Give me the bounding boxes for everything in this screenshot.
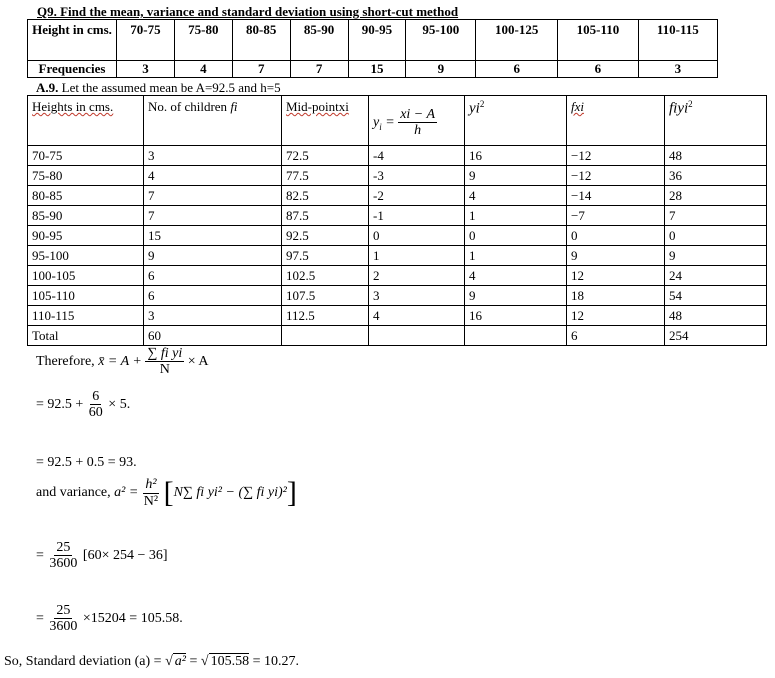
table-cell: 254 (665, 326, 767, 346)
height-cell: 105-110 (558, 20, 639, 61)
table-cell: 28 (665, 186, 767, 206)
mean-label: Therefore, (36, 354, 95, 370)
question-title: Q9. Find the mean, variance and standard deviation using short-cut method (37, 4, 459, 19)
table-cell: 15 (144, 226, 282, 246)
table-cell: 3 (369, 286, 465, 306)
frequency-cell: 6 (476, 61, 558, 78)
height-cell: 100-125 (476, 20, 558, 61)
table-cell: 112.5 (282, 306, 369, 326)
table-cell: 75-80 (28, 166, 144, 186)
table-cell: 60 (144, 326, 282, 346)
frequency-cell: 3 (638, 61, 717, 78)
table-cell: 1 (465, 206, 567, 226)
frequency-cell: 3 (117, 61, 175, 78)
table-cell: 1 (369, 246, 465, 266)
table-cell: 0 (567, 226, 665, 246)
table-cell: 77.5 (282, 166, 369, 186)
table-cell: 48 (665, 146, 767, 166)
table-cell: 3 (144, 306, 282, 326)
height-cell: 110-115 (638, 20, 717, 61)
table-cell: 100-105 (28, 266, 144, 286)
table-cell: 48 (665, 306, 767, 326)
table-cell: 70-75 (28, 146, 144, 166)
table-cell: -4 (369, 146, 465, 166)
table-row (28, 286, 767, 306)
mean-formula: Therefore, x̄ = A + $\frac{\text{∑ fi yi}}{N}$ × A (36, 346, 209, 378)
table-row (28, 226, 767, 246)
table-cell: 6 (144, 266, 282, 286)
table-cell: 4 (465, 266, 567, 286)
header-heights (28, 96, 144, 146)
table-cell: 80-85 (28, 186, 144, 206)
heights-row (28, 20, 718, 61)
table-cell: −7 (567, 206, 665, 226)
table-cell: 6 (567, 326, 665, 346)
height-cell: 70-75 (117, 20, 175, 61)
header-children: No. of children fi (144, 96, 282, 146)
table-cell: −12 (567, 146, 665, 166)
table-cell: 2 (369, 266, 465, 286)
table-cell: 9 (465, 166, 567, 186)
table-row (28, 166, 767, 186)
row-label-frequencies: Frequencies (28, 61, 117, 78)
answer-intro (36, 80, 281, 96)
table-cell: 102.5 (282, 266, 369, 286)
header-yi-formula: $y_i$ = $\frac{xi - A}{h}$ (369, 96, 465, 146)
table-cell: 16 (465, 146, 567, 166)
table-cell: −12 (567, 166, 665, 186)
answer-intro-text: Let the assumed mean be A=92.5 and h=5 (61, 80, 281, 95)
table-cell: -3 (369, 166, 465, 186)
table-row (28, 146, 767, 166)
table-cell: 9 (144, 246, 282, 266)
table-cell: -1 (369, 206, 465, 226)
solution-table-header (28, 96, 767, 146)
table-cell: 7 (144, 206, 282, 226)
row-label-height: Height in cms. (28, 20, 117, 61)
table-cell: -2 (369, 186, 465, 206)
header-midpoint: Mid-pointxi (282, 96, 369, 146)
variance-label: and variance, (36, 485, 111, 501)
table-cell: 36 (665, 166, 767, 186)
table-cell: 1 (465, 246, 567, 266)
height-cell: 90-95 (348, 20, 406, 61)
mean-step-2: = 92.5 + 0.5 = 93. (36, 455, 137, 470)
table-cell: 3 (144, 146, 282, 166)
solution-table (27, 95, 767, 346)
answer-label: A.9. (36, 80, 59, 95)
frequency-cell: 4 (174, 61, 232, 78)
table-cell: 4 (369, 306, 465, 326)
table-cell: 7 (665, 206, 767, 226)
table-cell: 4 (465, 186, 567, 206)
header-fxi: fxi (567, 96, 665, 146)
table-cell: 107.5 (282, 286, 369, 306)
table-row (28, 186, 767, 206)
table-cell: 0 (369, 226, 465, 246)
frequency-cell: 6 (558, 61, 639, 78)
table-cell: 9 (567, 246, 665, 266)
table-cell: 0 (465, 226, 567, 246)
table-cell: 9 (665, 246, 767, 266)
table-cell: 85-90 (28, 206, 144, 226)
variance-formula: and variance, a² = $\frac{\text{h²}}{\text{N²}}$ [N∑ fi yi² − (∑ fi yi)²] (36, 476, 297, 509)
header-yi-squared: $yi^2$ (465, 96, 567, 146)
table-cell: 97.5 (282, 246, 369, 266)
frequencies-row (28, 61, 718, 78)
header-heights-label: Heights in cms. (32, 99, 114, 114)
height-cell: 75-80 (174, 20, 232, 61)
table-cell: 110-115 (28, 306, 144, 326)
table-cell: 0 (665, 226, 767, 246)
height-cell: 80-85 (232, 20, 290, 61)
frequency-cell: 7 (232, 61, 290, 78)
table-row (28, 246, 767, 266)
table-cell: 7 (144, 186, 282, 206)
table-row (28, 306, 767, 326)
table-row (28, 326, 767, 346)
table-cell (369, 326, 465, 346)
frequency-cell: 7 (290, 61, 348, 78)
table-cell: 105-110 (28, 286, 144, 306)
question-table (27, 19, 718, 78)
table-cell: 92.5 (282, 226, 369, 246)
table-row (28, 206, 767, 226)
frequency-cell: 15 (348, 61, 406, 78)
table-cell: 95-100 (28, 246, 144, 266)
table-cell: 72.5 (282, 146, 369, 166)
table-cell: 90-95 (28, 226, 144, 246)
table-cell: 87.5 (282, 206, 369, 226)
standard-deviation: So, Standard deviation (a) = √ a² = √ 105.58 = 10.27. (4, 654, 299, 669)
variance-step-1: = $\frac{25}{3600}$ [60× 254 − 36] (36, 540, 168, 572)
table-cell: 12 (567, 266, 665, 286)
mean-step-1: = 92.5 + $\frac{6}{60}$ × 5. (36, 389, 131, 421)
table-cell: 16 (465, 306, 567, 326)
frequency-cell: 9 (406, 61, 476, 78)
header-children-symbol: fi (230, 99, 238, 114)
variance-step-2: = $\frac{25}{3600}$ ×15204 = 105.58. (36, 603, 183, 635)
table-cell: 12 (567, 306, 665, 326)
height-cell: 95-100 (406, 20, 476, 61)
table-row (28, 266, 767, 286)
table-cell: 54 (665, 286, 767, 306)
table-cell (282, 326, 369, 346)
table-cell: Total (28, 326, 144, 346)
table-cell: −14 (567, 186, 665, 206)
table-cell: 9 (465, 286, 567, 306)
solution-table-body (28, 146, 767, 346)
table-cell (465, 326, 567, 346)
table-cell: 18 (567, 286, 665, 306)
header-fiyi2: fiyi$^2$ (665, 96, 767, 146)
table-cell: 82.5 (282, 186, 369, 206)
height-cell: 85-90 (290, 20, 348, 61)
table-cell: 24 (665, 266, 767, 286)
table-cell: 4 (144, 166, 282, 186)
table-cell: 6 (144, 286, 282, 306)
